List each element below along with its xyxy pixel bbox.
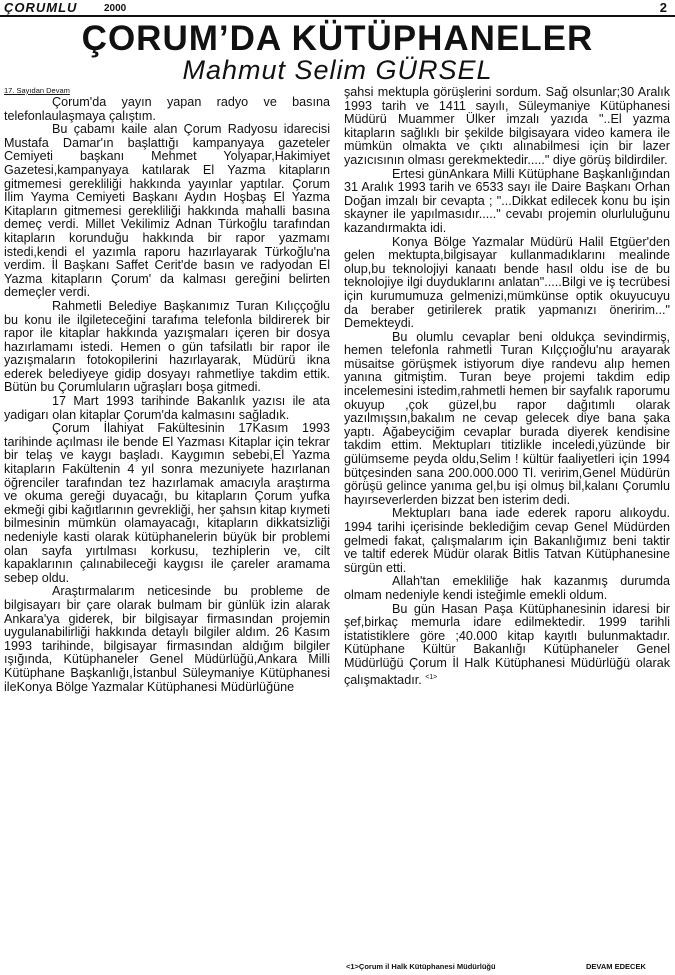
footnote: <1>Çorum il Halk Kütüphanesi Müdürlüğü (346, 962, 496, 971)
page-header (0, 0, 675, 20)
right-column (344, 86, 670, 687)
body-paragraph (344, 603, 670, 688)
body-paragraph: Bu olumlu cevaplar beni oldukça sevindirmiş, hemen telefonla rahmetli Turan Kılççıoğlu'nu arayarak müsaitse görüşmek istiyorum diye randevu alıp hemen yanına gitmiştim. Turan beye projemi takdim edip incelemesini istedim,rahmetli hemen bir sayfalık raporumu okuyup ,çok güzel,bu rapor dağıtımlı olarak yazılmışsın,bakalım ne cevap gelecek diye bana şaka yaptı. Ağabeyciğim cevaplar burada diyerek kendisine takdim ettim. Mektupları titizlikle inceledi,yüzünde bir gülümseme peyda oldu,Selim ! kültür faaliyetleri için 1994 bütçesinden sana 200.000.000 Tl. veririm,Genel Müdürün görüşü gelince yanıma gel,bu işi olmuş bil,kalanı Çorumlu hayırseverlerden bizzat ben isterim dedi. (344, 329, 670, 507)
body-paragraph: şahsi mektupla görüşlerini sordum. Sağ olsunlar;30 Aralık 1993 tarih ve 1411 sayılı, Süleymaniye Kütüphanesi Müdürü Muammer Ülker imzalı yazıda "..El yazma kitapların sağlıklı bir şekilde bilgisayara video kamera ile mümkün olmakta ve çıktı alınabilmesi için bir lazer yazıcısının olması gerekmektedir....." diye görüş bildirdiler. (344, 85, 670, 167)
article-author: Mahmut Selim GÜRSEL (182, 55, 493, 85)
header-rule (0, 15, 675, 17)
body-paragraph: Araştırmalarım neticesinde bu probleme de bilgisayarı bir çare olarak bulmam bir günlük izin alarak Ankara'ya giderek, bir bilgisayar firmasından projemin uygulanabilirliği hakkında detaylı bilgiler aldım. 26 Kasım 1993 tarihinde, bilgisayar firmasından aldığım bilgiler ışığında, Kütüphaneler Genel Müdürlüğü,Ankara Milli Kütüphane Başkanlığı,İstanbul Süleymaniye Kütüphanesi ileKonya Bölge Yazmalar Kütüphanesi Müdürlüğüne (4, 584, 330, 694)
footnote-marker: <1> (425, 673, 438, 681)
left-column (4, 86, 330, 694)
newspaper-logo: ÇORUMLU (4, 0, 78, 15)
body-paragraph: Çorum'da yayın yapan radyo ve basına telefonlaulaşmaya çalıştım. (4, 95, 330, 123)
article-title: ÇORUM’DA KÜTÜPHANELER (81, 19, 594, 58)
body-paragraph: Bu çabamı kaile alan Çorum Radyosu idarecisi Mustafa Damar'ın başlattığı kampanyaya gazeteler Cemiyeti başkanı Mehmet Yolyapar,Hakimiyet Gazetesi,kampanyaya katılarak El Yazma kitapların gitmemesi gerekliliği hakkında yayınlar yaptılar. Çorum İlim Yayma Cemiyeti Başkanı Aydın Hoşbaş El Yazma Kitapların gitmemesi gerekliliği hakkında mahalli basına demeç verdi. Millet Vekilimiz Adnan Türkoğlu tarafından kitapların korunduğu hakkında bir rapor yazmamı istedi,kendi el yazımla raporu hazırlayarak Türkoğlu'na verdim. İl Başkanı Saffet Cerit'de basın ve radyodan El Yazma kitapların Çorum' da kalması gereğini belirten demeçler verdi. (4, 122, 330, 300)
body-paragraph: Konya Bölge Yazmalar Müdürü Halil Etgüer'den gelen mektupta,bilgisayar kullanmadıklarını mealinde olup,bu teknolojiyi kanaatı bende hasıl oldu ise de bu teknolojiye ilgi duyduklarını anlatan".....Bilgi ve iş tecrübesi için kurumumuza gelmenizi,mümkünse optik okuyucuyu da beraber getirilerek pratik yapmanızı öneririm..." Demekteydi. (344, 234, 670, 331)
body-paragraph-text: Bu gün Hasan Paşa Kütüphanesinin idaresi bir şef,birkaç memurla idare edilmektedir. 1999 tarihli istatistiklere göre ;40.000 kitap kayıtlı bulunmaktadır. Kütüphane Kültür Bakanlığı Kütüphaneler Genel Müdürlüğü Çorum İl Halk Kütüphanesi Müdürlüğü olarak çalışmaktadır. (344, 601, 670, 687)
body-paragraph: Çorum İlahiyat Fakültesinin 17Kasım 1993 tarihinde açılması ile bende El Yazması Kitaplar için tekrar bir telaş ve kaygı başladı. Kaygımın sebebi,El Yazma kitapların Fakültenin 4 yıl sonra mezuniyete hazırlanan öğrenciler tarafından tez hazırlamak amacıyla araştırma ve okuma gereği duyacağı, bu kitapların Çorum yufka ekmeği gibi kağıtlarının gevrekliği, her şahsın kitap kıymeti bilmesinin mümkün olamayacağı, kitapların dikkatsizliği nedeniyle kasti olarak kütüphanelerin büyük bir problemi olan sayfa yırtılması korkusu, tezhiplerin ve, cilt kapaklarının çalınabileceği kaygısı ile çareler aramama sebep oldu. (4, 421, 330, 585)
body-paragraph: Allah'tan emekliliğe hak kazanmış durumda olmam nedeniyle kendi isteğimle emekli oldum. (344, 574, 670, 602)
continued-from-note: 17. Sayıdan Devam (4, 86, 70, 95)
body-paragraph: Ertesi günAnkara Milli Kütüphane Başkanlığından 31 Aralık 1993 tarih ve 6533 sayı ile Daire Başkanı Orhan Doğan imzalı bir cevapta ; "...Dikkat edilecek konu bu işin skayner ile yapılmasıdır....." cevabı projemin olurluluğunu kazandırmakta idi. (344, 166, 670, 235)
page-number: 2 (659, 0, 667, 15)
continued-label: DEVAM EDECEK (586, 962, 646, 971)
body-paragraph: Rahmetli Belediye Başkanımız Turan Kılıççoğlu bu konu ile ilgileteceğini tarafıma telefonla bildirerek bir rapor ile kitaplar hakkında yazışmaları içeren bir dosya hazırlamamı istedi. Hemen o gün tafsilatlı bir rapor ile yazışmaların fotokopilerini hazırlayarak, Müdürü ikna ederek belediyeye gidip dosyayı rahmetliye takdim ettik. Bütün bu Çorumluların uğraşları boşa gitmedi. (4, 298, 330, 395)
body-paragraph: 17 Mart 1993 tarihinde Bakanlık yazısı ile ata yadigarı olan kitaplar Çorum'da kalmasını sağladık. (4, 394, 330, 422)
issue-year: 2000 (104, 3, 127, 14)
body-paragraph: Mektupları bana iade ederek raporu alıkoydu. 1994 tarihi içerisinde beklediğim cevap Genel Müdürden gelmedi fakat, çalışmalarım için Bakanlığımız beni taktir ve taltif ederek Müdür olarak Bitlis Tatvan Kütüphanesine sürgün etti. (344, 506, 670, 575)
